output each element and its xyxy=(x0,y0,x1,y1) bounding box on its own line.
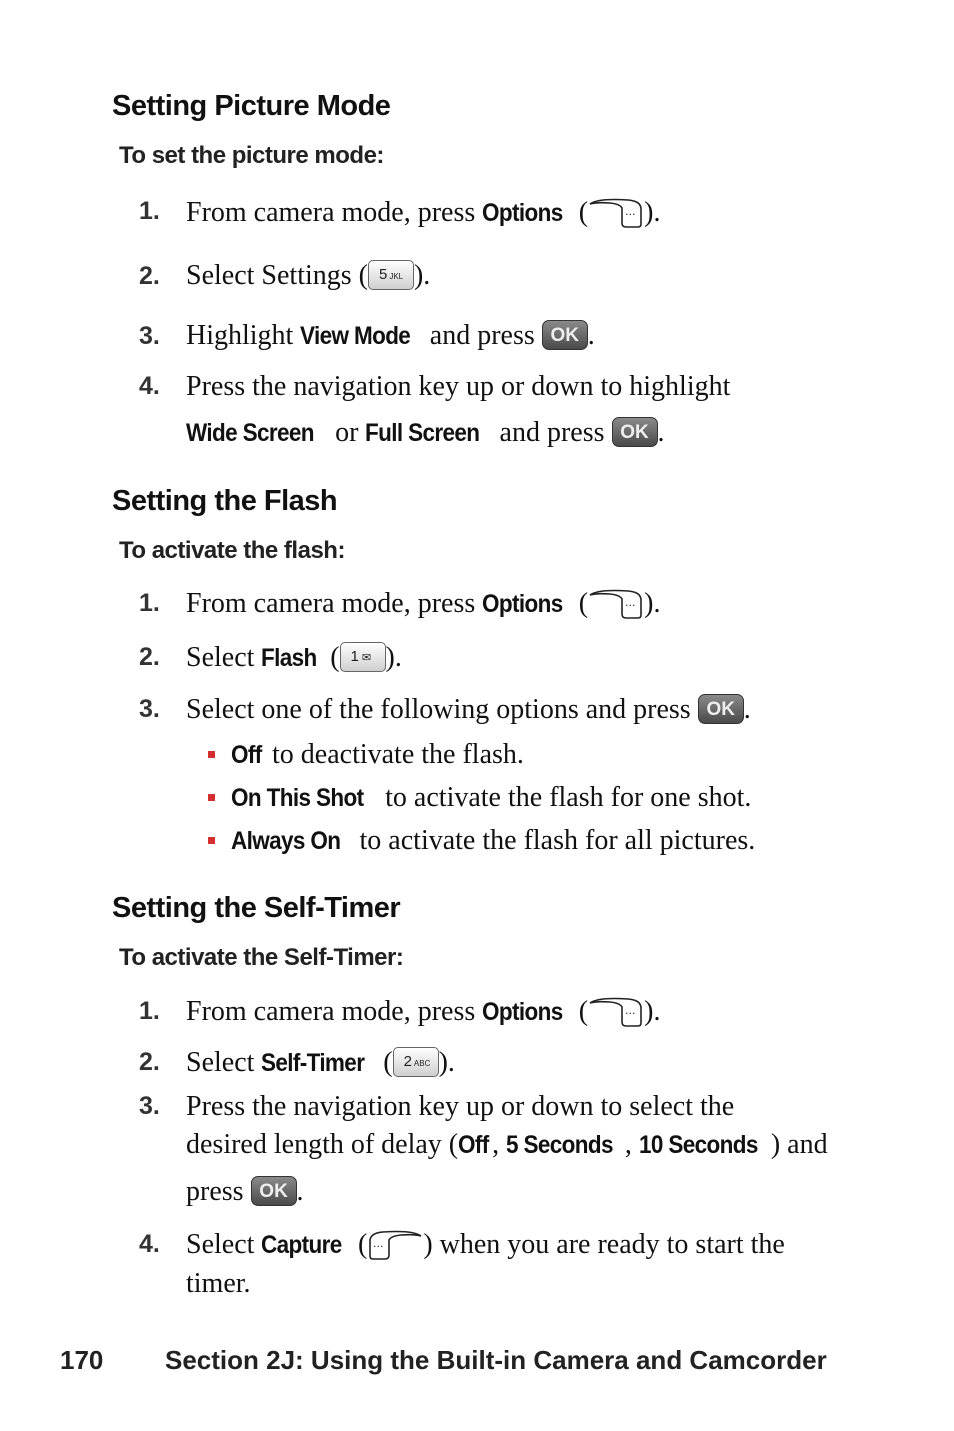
left-softkey-icon xyxy=(367,1228,423,1260)
step-number: 4. xyxy=(139,372,160,400)
step-text-continued: Wide Screen or Full Screen and press OK . xyxy=(186,417,665,448)
step-text: Select Settings ( 5 JKL ). xyxy=(186,260,431,291)
bullet-item: On This Shot to activate the flash for one shot. xyxy=(208,781,751,815)
step-number: 4. xyxy=(139,1230,160,1258)
section-subtitle-picture-mode: To set the picture mode: xyxy=(119,142,384,169)
step-text: Select Flash ( 1 ✉ ). xyxy=(186,642,402,673)
ok-key-icon: OK xyxy=(698,694,744,724)
bullet-item: Always On to activate the flash for all pictures. xyxy=(208,824,755,858)
step-text: Highlight View Mode and press OK . xyxy=(186,320,595,351)
right-softkey-icon xyxy=(588,995,644,1027)
step-text-continued: press OK . xyxy=(186,1176,304,1207)
step-text-continued: desired length of delay (Off , 5 Seconds , 10 Seconds ) and xyxy=(186,1129,828,1160)
page-number: 170 xyxy=(60,1345,104,1375)
step-number: 2. xyxy=(139,262,160,290)
step-number: 3. xyxy=(139,1092,160,1120)
capture-label: Capture xyxy=(261,1231,343,1259)
svg-text:···: ··· xyxy=(625,1006,636,1020)
key-1-voicemail-icon: 1 ✉ xyxy=(340,642,386,672)
step-number: 2. xyxy=(139,643,160,671)
key-2-icon: 2 ABC xyxy=(393,1047,439,1077)
full-screen-label: Full Screen xyxy=(365,419,480,447)
step-number: 3. xyxy=(139,695,160,723)
bullet-item: Off to deactivate the flash. xyxy=(208,738,524,772)
section-title-self-timer: Setting the Self-Timer xyxy=(112,892,401,924)
ok-key-icon: OK xyxy=(542,320,588,350)
options-label: Options xyxy=(482,199,563,227)
options-label: Options xyxy=(482,590,563,618)
step-number: 1. xyxy=(139,589,160,617)
step-text-continued: timer. xyxy=(186,1268,251,1299)
key-5-icon: 5 JKL xyxy=(368,260,414,290)
step-text: From camera mode, press Options ( ··· ). xyxy=(186,996,661,1027)
step-text: From camera mode, press Options ( ··· ). xyxy=(186,197,661,228)
bullet-icon xyxy=(208,837,215,844)
self-timer-label: Self-Timer xyxy=(261,1049,365,1077)
step-text: Press the navigation key up or down to highlight xyxy=(186,371,731,402)
right-softkey-icon xyxy=(588,587,644,619)
ok-key-icon: OK xyxy=(251,1176,297,1206)
bullet-icon xyxy=(208,794,215,801)
section-subtitle-self-timer: To activate the Self-Timer: xyxy=(119,944,404,971)
step-number: 3. xyxy=(139,322,160,350)
svg-text:···: ··· xyxy=(625,598,636,612)
step-text: Select Self-Timer ( 2 ABC ). xyxy=(186,1047,455,1078)
svg-text:···: ··· xyxy=(373,1239,384,1253)
step-number: 1. xyxy=(139,997,160,1025)
bullet-icon xyxy=(208,751,215,758)
section-subtitle-flash: To activate the flash: xyxy=(119,537,345,564)
step-text: Press the navigation key up or down to select the xyxy=(186,1091,735,1122)
step-text: Select one of the following options and press OK . xyxy=(186,694,751,725)
step-text: Select Capture ( ··· ) when you are ready to start the xyxy=(186,1229,785,1260)
options-label: Options xyxy=(482,998,563,1026)
ok-key-icon: OK xyxy=(612,417,658,447)
section-title-picture-mode: Setting Picture Mode xyxy=(112,90,391,122)
step-number: 2. xyxy=(139,1048,160,1076)
flash-label: Flash xyxy=(261,644,318,672)
view-mode-label: View Mode xyxy=(300,322,411,350)
wide-screen-label: Wide Screen xyxy=(186,419,314,447)
step-number: 1. xyxy=(139,197,160,225)
footer-section-title: Section 2J: Using the Built-in Camera and Camcorder xyxy=(165,1345,827,1375)
svg-text:···: ··· xyxy=(625,207,636,221)
right-softkey-icon xyxy=(588,196,644,228)
section-title-flash: Setting the Flash xyxy=(112,485,338,517)
step-text: From camera mode, press Options ( ··· ). xyxy=(186,588,661,619)
